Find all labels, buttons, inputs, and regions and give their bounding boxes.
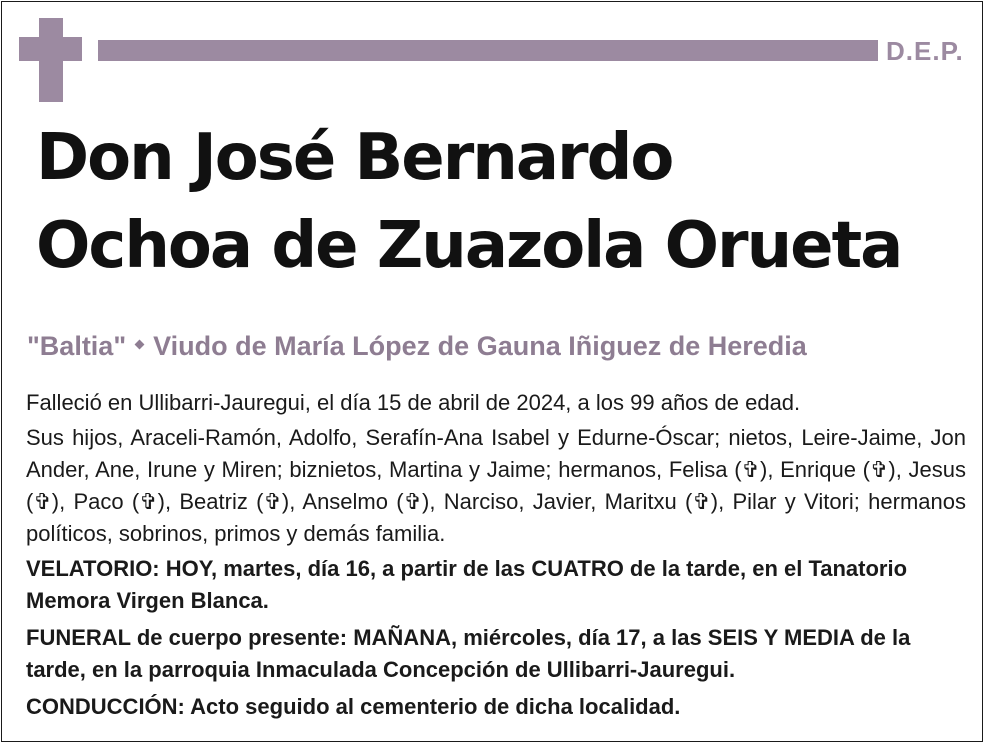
name-line-1: Don José Bernardo: [36, 121, 673, 195]
deceased-name: [36, 114, 966, 290]
widow-of: Viudo de María López de Gauna Iñiguez de Heredia: [153, 331, 807, 361]
obituary-card: [1, 1, 983, 742]
header-bar: [98, 40, 878, 61]
latin-cross-icon-bar: [19, 37, 82, 61]
death-info: Falleció en Ullibarri-Jauregui, el día 15 de abril de 2024, a los 99 años de edad.: [26, 390, 801, 415]
funeral: FUNERAL de cuerpo presente: MAÑANA, miércoles, día 17, a las SEIS Y MEDIA de la tarde, en la parroquia Inmaculada Concepción de Ullibarri-Jauregui.: [26, 625, 911, 682]
family-list: Sus hijos, Araceli-Ramón, Adolfo, Serafín-Ana Isabel y Edurne-Óscar; nietos, Leire-Jaime, Jon Ander, Ane, Irune y Miren; biznietos, Martina y Jaime; hermanos, Felisa (✞), Enrique (✞), Jesus (✞), Paco (✞), Beatriz (✞), Anselmo (✞), Narciso, Javier, Maritxu (✞), Pilar y Vitori; hermanos políticos, sobrinos, primos y demás familia.: [26, 425, 966, 546]
subtitle: [27, 331, 807, 362]
notice-body: [26, 387, 966, 728]
dep-badge: D.E.P.: [886, 36, 964, 66]
conduccion: CONDUCCIÓN: Acto seguido al cementerio de dicha localidad.: [26, 694, 681, 719]
alias: "Baltia": [27, 331, 127, 361]
velatorio: VELATORIO: HOY, martes, día 16, a partir de las CUATRO de la tarde, en el Tanatorio Memora Virgen Blanca.: [26, 556, 908, 613]
name-line-2: Ochoa de Zuazola Orueta: [36, 209, 902, 283]
diamond-separator-icon: [135, 340, 145, 350]
